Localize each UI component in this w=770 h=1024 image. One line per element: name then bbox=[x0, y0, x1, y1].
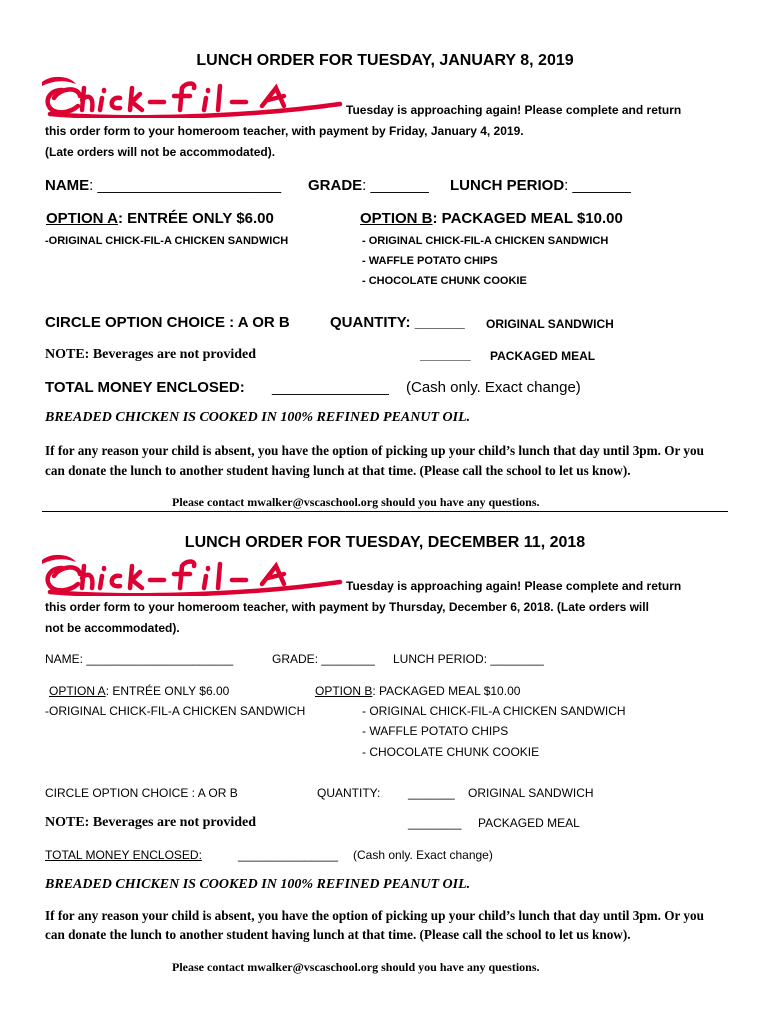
form1-title: LUNCH ORDER FOR TUESDAY, JANUARY 8, 2019 bbox=[196, 52, 574, 69]
form1-qty-packaged-blank[interactable]: _______ bbox=[420, 347, 471, 362]
form1-money-label: TOTAL MONEY ENCLOSED: bbox=[45, 379, 245, 396]
form1-option-a-label: OPTION A bbox=[46, 210, 118, 227]
form2-qty-packaged-blank[interactable]: ________ bbox=[408, 816, 462, 830]
form2-money-note: (Cash only. Exact change) bbox=[353, 848, 493, 862]
form2-qty-original-blank[interactable]: _______ bbox=[408, 786, 455, 800]
form1-name-blank: : ______________________ bbox=[89, 177, 282, 194]
form2-absent-notice: If for any reason your child is absent, you have the option of picking up your child’s lunch that day until 3pm. Or you can donate the lunch to another student having lunch at that time. (Please call the school to let us know). bbox=[45, 908, 704, 942]
form1-quantity-label[interactable]: QUANTITY: ______ bbox=[330, 314, 465, 331]
form1-option-a-text: : ENTRÉE ONLY $6.00 bbox=[117, 210, 274, 227]
form1-grade-field[interactable] bbox=[308, 177, 429, 194]
form1-qty-original: ORIGINAL SANDWICH bbox=[486, 317, 614, 331]
form2-title: LUNCH ORDER FOR TUESDAY, DECEMBER 11, 2018 bbox=[184, 534, 586, 551]
form2-grade-blank: : ________ bbox=[314, 652, 375, 666]
form1-intro-line1: Tuesday is approaching again! Please complete and return bbox=[346, 103, 682, 117]
form1-period-label: LUNCH PERIOD bbox=[450, 177, 565, 194]
form1-note: NOTE: Beverages are not provided bbox=[45, 347, 257, 362]
form2-period-field[interactable] bbox=[393, 652, 544, 666]
form2-contact: Please contact mwalker@vscaschool.org should you have any questions. bbox=[172, 960, 540, 974]
form1-money-blank[interactable]: ______________ bbox=[272, 379, 389, 396]
form2-option-a-label: OPTION A bbox=[49, 684, 106, 698]
chick-fil-a-logo bbox=[40, 552, 346, 596]
form2-intro-line3: not be accommodated). bbox=[45, 621, 180, 635]
form2-option-a bbox=[49, 684, 229, 698]
form1-period-blank: : _______ bbox=[564, 177, 631, 194]
form1-option-a bbox=[46, 210, 274, 227]
form1-option-b-item: - CHOCOLATE CHUNK COOKIE bbox=[362, 275, 527, 287]
form2-option-a-item: -ORIGINAL CHICK-FIL-A CHICKEN SANDWICH bbox=[45, 704, 306, 718]
form2-option-b-item: - WAFFLE POTATO CHIPS bbox=[362, 724, 509, 738]
form2-option-b-item: - CHOCOLATE CHUNK COOKIE bbox=[362, 745, 540, 759]
form2-option-b bbox=[315, 684, 520, 698]
form2-grade-label: GRADE bbox=[272, 652, 315, 666]
form2-circle-choice[interactable]: CIRCLE OPTION CHOICE : A OR B bbox=[45, 786, 238, 800]
form1-contact: Please contact mwalker@vscaschool.org should you have any questions. bbox=[172, 495, 540, 509]
form1-option-b bbox=[360, 210, 623, 227]
form2-intro-line2: this order form to your homeroom teacher, with payment by Thursday, December 6, 2018. (Late orders will bbox=[45, 600, 649, 614]
form2-period-label: LUNCH PERIOD bbox=[393, 652, 484, 666]
form2-name-blank: : ______________________ bbox=[79, 652, 234, 666]
form1-option-b-item: - WAFFLE POTATO CHIPS bbox=[362, 255, 498, 267]
form2-intro-line1: Tuesday is approaching again! Please complete and return bbox=[346, 579, 682, 593]
form1-intro-line3: (Late orders will not be accommodated). bbox=[45, 145, 276, 159]
form2-money-label: TOTAL MONEY ENCLOSED: bbox=[45, 848, 202, 862]
form1-peanut-notice: BREADED CHICKEN IS COOKED IN 100% REFINED PEANUT OIL. bbox=[45, 410, 471, 425]
form2-quantity-label: QUANTITY: bbox=[317, 786, 381, 800]
form1-money-note: (Cash only. Exact change) bbox=[406, 379, 581, 396]
form2-period-blank: : ________ bbox=[483, 652, 544, 666]
form1-grade-blank: : _______ bbox=[362, 177, 429, 194]
form2-qty-packaged: PACKAGED MEAL bbox=[478, 816, 580, 830]
form2-money-blank[interactable]: _______________ bbox=[238, 848, 339, 862]
form1-circle-choice[interactable]: CIRCLE OPTION CHOICE : A OR B bbox=[45, 314, 290, 331]
form2-option-b-label: OPTION B bbox=[315, 684, 373, 698]
form2-option-a-text: : ENTRÉE ONLY $6.00 bbox=[105, 684, 230, 698]
form2-note: NOTE: Beverages are not provided bbox=[45, 815, 257, 830]
form1-option-b-text: : PACKAGED MEAL $10.00 bbox=[432, 210, 623, 227]
form1-option-b-item: - ORIGINAL CHICK-FIL-A CHICKEN SANDWICH bbox=[362, 235, 609, 247]
form1-intro-line2: this order form to your homeroom teacher, with payment by Friday, January 4, 2019. bbox=[45, 124, 524, 138]
chick-fil-a-logo bbox=[40, 74, 346, 118]
form2-option-b-item: - ORIGINAL CHICK-FIL-A CHICKEN SANDWICH bbox=[362, 704, 626, 718]
form1-period-field[interactable] bbox=[450, 177, 631, 194]
form1-absent-notice: If for any reason your child is absent, you have the option of picking up your child’s lunch that day until 3pm. Or you can donate the lunch to another student having lunch at that time. (Please call the school to let us know). bbox=[45, 443, 704, 478]
form1-option-a-item: -ORIGINAL CHICK-FIL-A CHICKEN SANDWICH bbox=[45, 235, 289, 247]
form2-name-label: NAME bbox=[45, 652, 80, 666]
divider bbox=[42, 511, 728, 512]
form2-name-field[interactable] bbox=[45, 652, 233, 666]
form2-option-b-text: : PACKAGED MEAL $10.00 bbox=[372, 684, 521, 698]
form1-qty-packaged: PACKAGED MEAL bbox=[490, 349, 596, 363]
form1-name-field[interactable] bbox=[45, 177, 281, 194]
form1-option-b-label: OPTION B bbox=[360, 210, 433, 227]
form2-grade-field[interactable] bbox=[272, 652, 375, 666]
form2-qty-original: ORIGINAL SANDWICH bbox=[468, 786, 594, 800]
form1-name-label: NAME bbox=[45, 177, 90, 194]
form1-grade-label: GRADE bbox=[308, 177, 363, 194]
form2-peanut-notice: BREADED CHICKEN IS COOKED IN 100% REFINED PEANUT OIL. bbox=[45, 877, 471, 892]
